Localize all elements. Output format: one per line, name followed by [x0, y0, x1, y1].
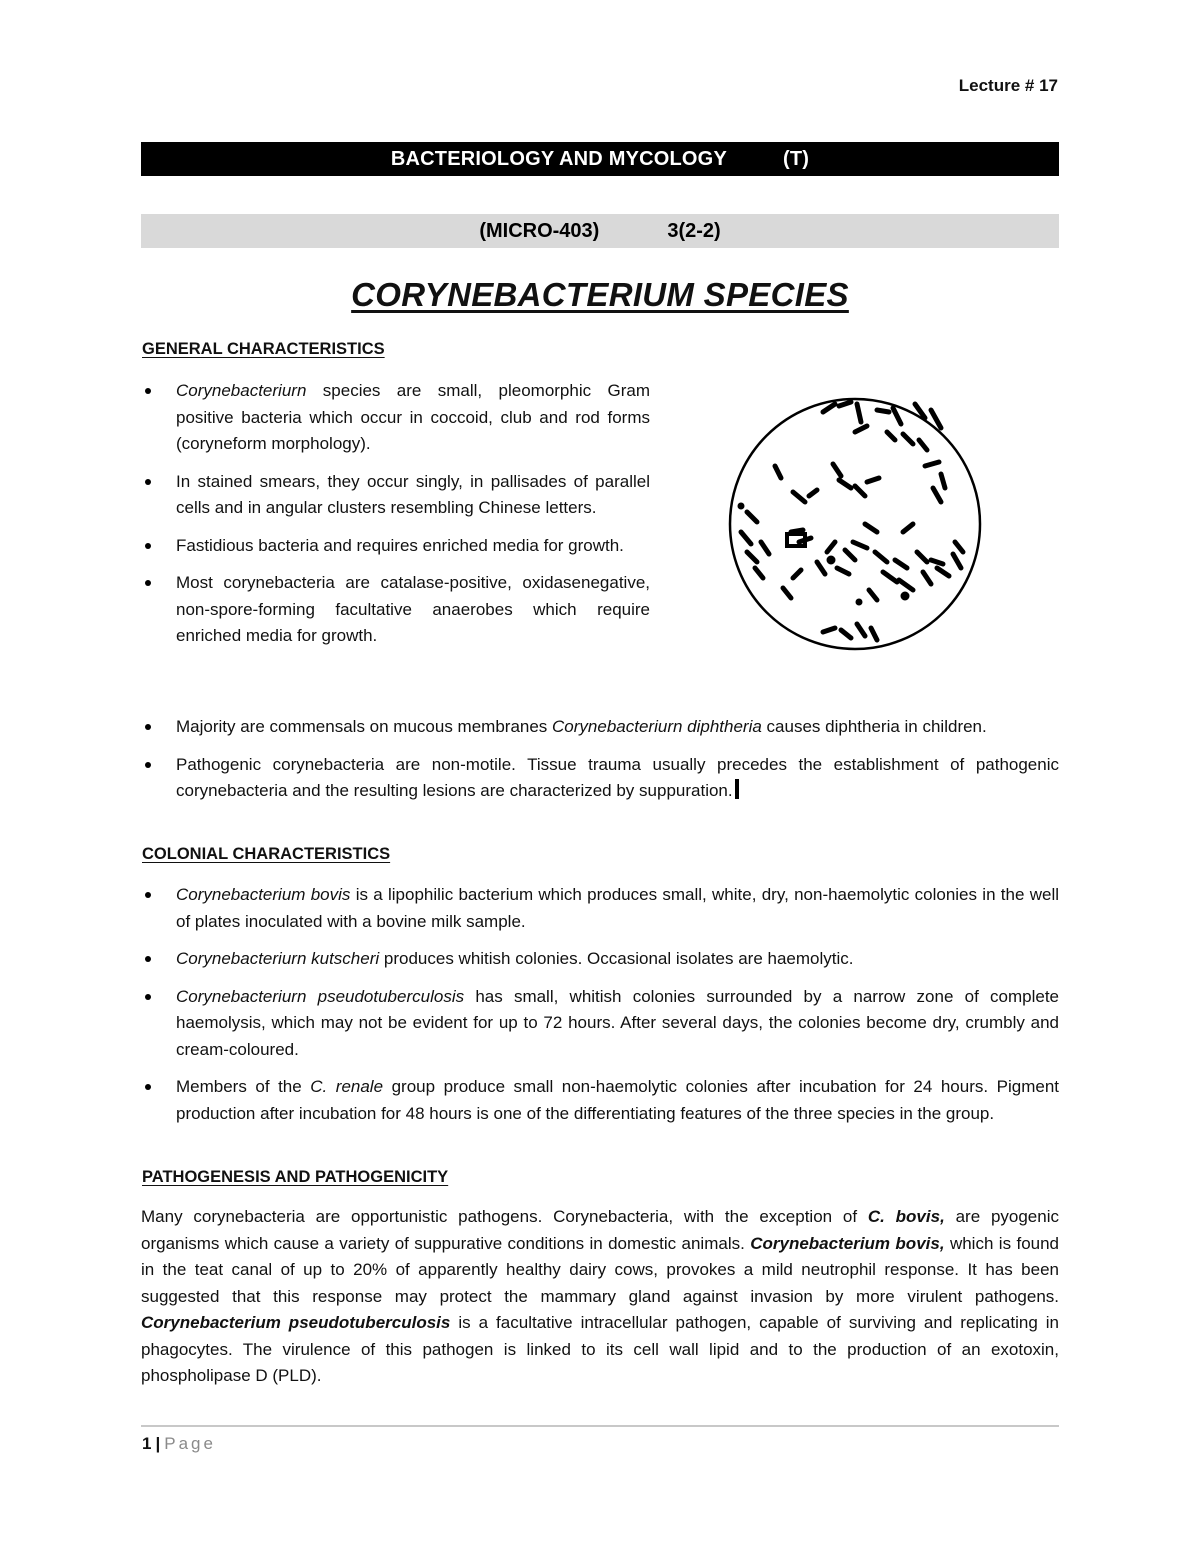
course-code: (MICRO-403): [479, 219, 600, 242]
list-item: Fastidious bacteria and requires enriched media for growth.: [142, 533, 650, 560]
species-name: Corynebacteriurn kutscheri: [176, 949, 380, 968]
colonial-list: [142, 882, 1059, 1127]
page-footer: [142, 1434, 216, 1454]
species-name: C. renale: [310, 1077, 384, 1096]
species-name: Corynebacterium bovis,: [750, 1233, 945, 1253]
species-name: C. bovis,: [867, 1207, 945, 1226]
page-title: CORYNEBACTERIUM SPECIES: [351, 276, 849, 313]
general-list-short: [142, 378, 650, 650]
pathogenesis-paragraph: Many corynebacteria are opportunistic pathogens. Corynebacteria, with the exception of C. bovis, are pyogenic organisms which cause a variety of suppurative conditions in domestic animals. Corynebacterium bovis, which is found in the teat canal of up to 20% of apparently healthy dairy cows, provokes a mild neutrophil response. It has been suggested that this response may protect the mammary gland against invasion by more virulent pathogens. Corynebacterium pseudotuberculosis is a facultative intracellular pathogen, capable of surviving and replicating in phagocytes. The virulence of this pathogen is linked to its cell wall lipid and to the production of an exotoxin, phospholipase D (PLD).: [141, 1207, 1060, 1385]
list-item: Corynebacterium bovis is a lipophilic bacterium which produces small, white, dry, non-haemolytic colonies in the well of plates inoculated with a bovine milk sample.: [142, 882, 1059, 935]
course-type: (T): [782, 147, 810, 170]
list-item: Majority are commensals on mucous membranes Corynebacteriurn diphtheria causes diphtheria in children.: [142, 714, 1059, 741]
species-name: Corynebacteriurn diphtheria: [552, 717, 762, 736]
lecture-number: Lecture # 17: [958, 76, 1058, 95]
text-cursor: [735, 779, 739, 799]
list-item: Corynebacteriurn kutscheri produces whitish colonies. Occasional isolates are haemolytic.: [142, 946, 1059, 973]
genus-name: Corynebacteriurn: [176, 381, 307, 400]
course-title-bar: [141, 142, 1059, 176]
course-code-bar: [141, 214, 1059, 248]
species-name: Corynebacterium pseudotuberculosis: [141, 1313, 451, 1332]
list-item: Corynebacteriurn pseudotuberculosis has small, whitish colonies surrounded by a narrow zone of complete haemolysis, which may not be evident for up to 72 hours. After several days, the colonies become dry, crumbly and cream-coloured.: [142, 984, 1059, 1064]
general-characteristics-heading: GENERAL CHARACTERISTICS: [142, 340, 385, 358]
credit-hours: 3(2-2): [667, 219, 721, 242]
footer-divider: [141, 1425, 1059, 1427]
list-item: Pathogenic corynebacteria are non-motile. Tissue trauma usually precedes the establishment of pathogenic corynebacteria and the resulting lesions are characterized by suppuration.: [142, 752, 1059, 805]
list-item: Corynebacteriurn species are small, pleomorphic Gram positive bacteria which occur in coccoid, club and rod forms (coryneform morphology).: [142, 378, 650, 458]
course-title: BACTERIOLOGY AND MYCOLOGY: [390, 147, 727, 170]
list-item: Members of the C. renale group produce small non-haemolytic colonies after incubation for 24 hours. Pigment production after incubation for 48 hours is one of the differentiating features of the three species in the group.: [142, 1074, 1059, 1127]
microscopy-illustration: [727, 392, 983, 656]
species-name: Corynebacterium bovis: [176, 885, 351, 904]
general-list-wide: [142, 714, 1059, 805]
footer-separator: |: [155, 1434, 161, 1453]
list-item: In stained smears, they occur singly, in pallisades of parallel cells and in angular clusters resembling Chinese letters.: [142, 469, 650, 522]
page-number: 1: [142, 1434, 152, 1453]
species-name: Corynebacteriurn pseudotuberculosis: [176, 986, 465, 1006]
list-item: Most corynebacteria are catalase-positive, oxidasenegative, non-spore-forming facultative anaerobes which require enriched media for growth.: [142, 570, 650, 650]
colonial-characteristics-heading: COLONIAL CHARACTERISTICS: [142, 845, 391, 863]
pathogenesis-heading: PATHOGENESIS AND PATHOGENICITY: [142, 1168, 449, 1186]
page-label: Page: [164, 1434, 216, 1453]
